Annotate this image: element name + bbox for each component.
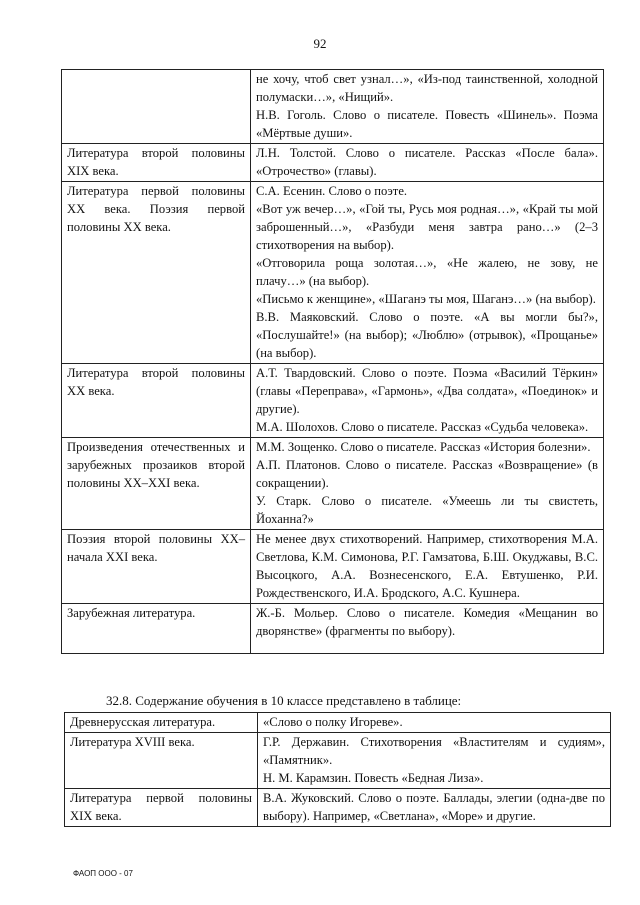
content-cell	[251, 70, 604, 144]
table-row	[65, 713, 611, 733]
content-line: «Отговорила роща золотая…», «Не жалею, не зову, не плачу…» (на выбор).	[256, 256, 598, 288]
content-line: В.В. Маяковский. Слово о поэте. «А вы могли бы?», «Послушайте!» (на выбор); «Люблю» (отрывок), «Прощанье» (на выбор).	[256, 310, 598, 360]
period-cell	[62, 70, 251, 144]
content-cell	[258, 733, 611, 789]
content-cell	[258, 789, 611, 827]
content-line: Л.Н. Толстой. Слово о писателе. Рассказ «После бала». «Отрочество» (главы).	[256, 146, 598, 178]
content-line: не хочу, чтоб свет узнал…», «Из-под таинственной, холодной полумаски…», «Нищий».	[256, 72, 598, 104]
content-cell	[251, 438, 604, 530]
content-line: Н. М. Карамзин. Повесть «Бедная Лиза».	[263, 771, 484, 785]
section-caption: 32.8. Содержание обучения в 10 классе представлено в таблице:	[106, 693, 462, 708]
table-row	[62, 364, 604, 438]
table-row	[62, 604, 604, 654]
table-row	[62, 144, 604, 182]
content-line: «Письмо к женщине», «Шаганэ ты моя, Шаганэ…» (на выбор).	[256, 292, 596, 306]
content-line: «Вот уж вечер…», «Гой ты, Русь моя родная…», «Край ты мой заброшенный…», «Разбуди меня завтра рано…» (2–3 стихотворения на выбор).	[256, 202, 598, 252]
content-cell	[251, 604, 604, 654]
content-cell	[251, 144, 604, 182]
content-line: А.П. Платонов. Слово о писателе. Рассказ «Возвращение» (в сокращении).	[256, 458, 598, 490]
period-cell: Зарубежная литература.	[62, 604, 251, 654]
period-cell: Поэзия второй половины XX–начала XXI века.	[62, 530, 251, 604]
content-line: У. Старк. Слово о писателе. «Умеешь ли ты свистеть, Йоханна?»	[256, 494, 598, 526]
content-line: С.А. Есенин. Слово о поэте.	[256, 184, 408, 198]
content-line: Н.В. Гоголь. Слово о писателе. Повесть «Шинель». Поэма «Мёртвые души».	[256, 108, 598, 140]
content-line: А.Т. Твардовский. Слово о поэте. Поэма «Василий Тёркин» (главы «Переправа», «Гармонь», «Два солдата», «Поединок» и другие).	[256, 366, 598, 416]
period-cell: Литература XVIII века.	[65, 733, 258, 789]
curriculum-table-10	[64, 712, 611, 827]
content-line: Ж.-Б. Мольер. Слово о писателе. Комедия «Мещанин во дворянстве» (фрагменты по выбору).	[256, 606, 598, 638]
content-line: «Слово о полку Игореве».	[263, 715, 403, 729]
content-line: В.А. Жуковский. Слово о поэте. Баллады, элегии (одна-две по выбору). Например, «Светлана», «Море» и другие.	[263, 791, 605, 823]
table-row	[62, 438, 604, 530]
period-cell: Произведения отечественных и зарубежных прозаиков второй половины XX–XXI века.	[62, 438, 251, 530]
period-cell: Древнерусская литература.	[65, 713, 258, 733]
table-row	[65, 733, 611, 789]
content-line: Не менее двух стихотворений. Например, стихотворения М.А. Светлова, К.М. Симонова, Р.Г. Гамзатова, Б.Ш. Окуджавы, В.С. Высоцкого, А.А. Вознесенского, Е.А. Евтушенко, Р.И. Рождественского, И.А. Бродского, А.С. Кушнера.	[256, 532, 598, 600]
table-row	[62, 182, 604, 364]
content-cell	[251, 530, 604, 604]
period-cell: Литература первой половины XX века. Поэзия первой половины XX века.	[62, 182, 251, 364]
content-cell	[251, 182, 604, 364]
table-row	[62, 70, 604, 144]
table-row	[65, 789, 611, 827]
period-cell: Литература первой половины XIX века.	[65, 789, 258, 827]
content-line: М.М. Зощенко. Слово о писателе. Рассказ «История болезни».	[256, 440, 591, 454]
period-cell: Литература второй половины XIX века.	[62, 144, 251, 182]
content-cell	[258, 713, 611, 733]
page-number: 92	[313, 36, 327, 51]
content-cell	[251, 364, 604, 438]
period-cell: Литература второй половины XX века.	[62, 364, 251, 438]
content-line: М.А. Шолохов. Слово о писателе. Рассказ «Судьба человека».	[256, 420, 589, 434]
document-code-footer: ФАОП ООО - 07	[73, 869, 133, 878]
content-line: Г.Р. Державин. Стихотворения «Властителям и судиям», «Памятник».	[263, 735, 605, 767]
table-row	[62, 530, 604, 604]
curriculum-table-9	[61, 69, 604, 654]
